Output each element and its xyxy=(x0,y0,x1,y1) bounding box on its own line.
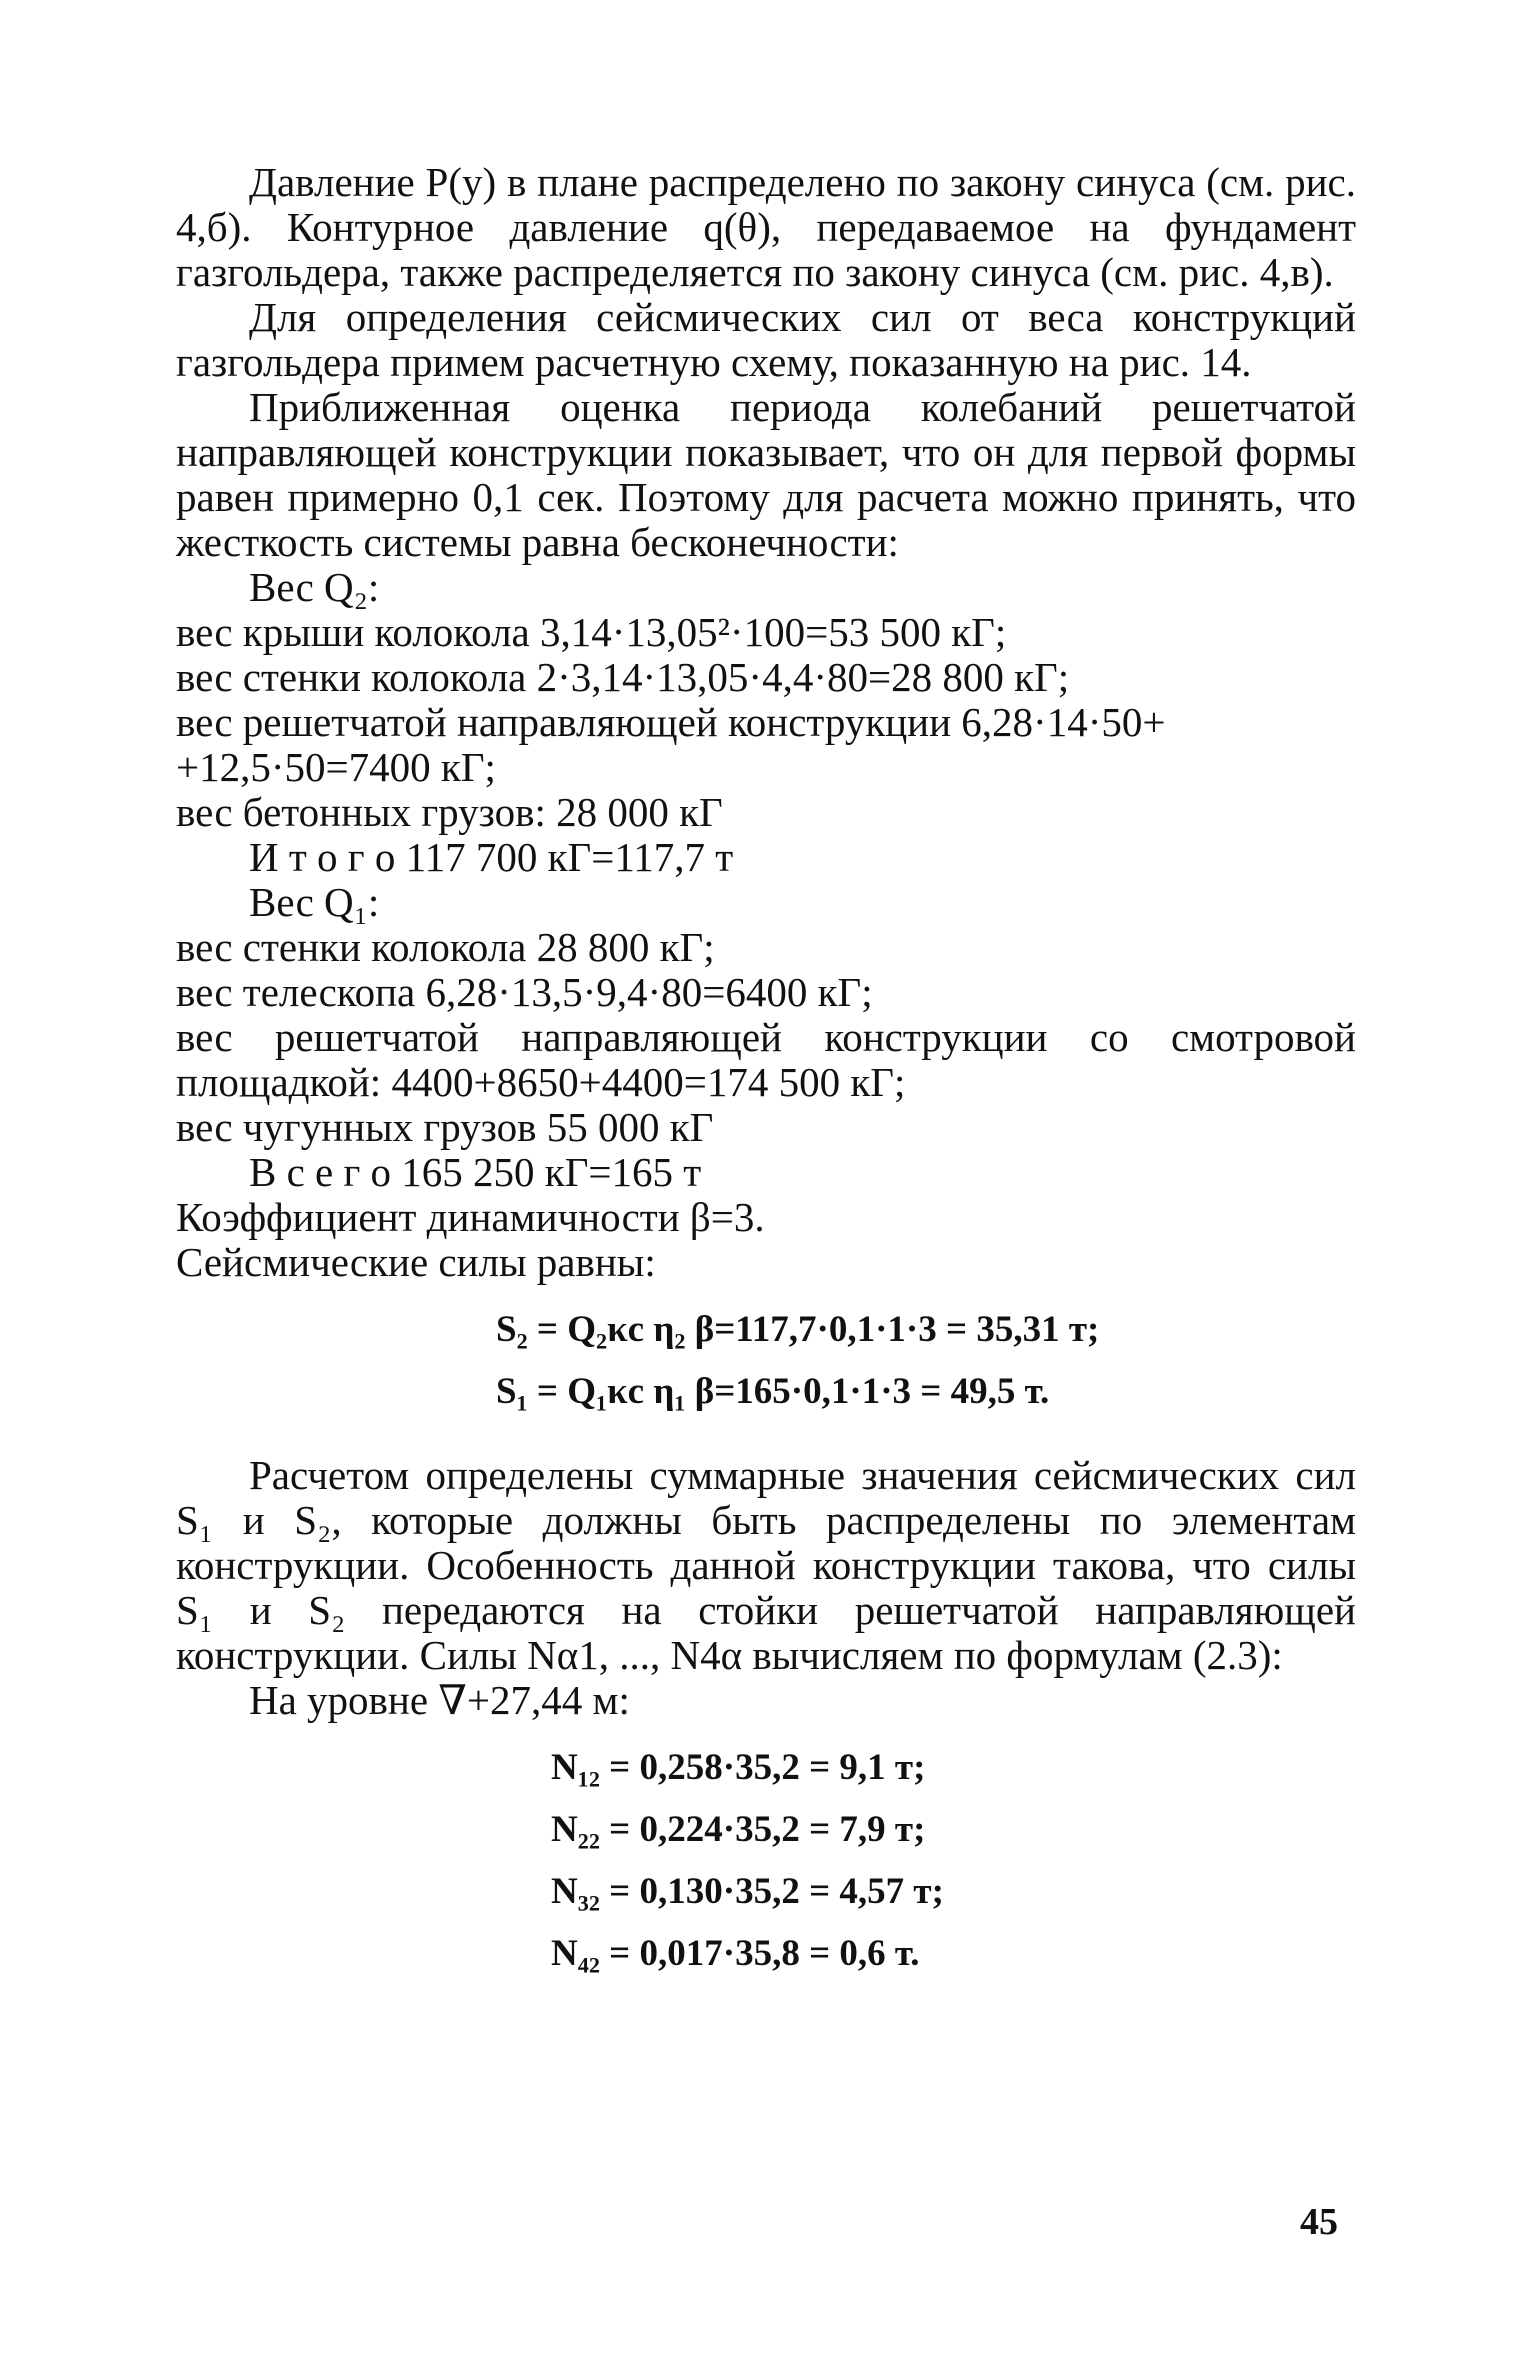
force-equations xyxy=(176,1737,1356,1985)
weight-q2-line: вес бетонных грузов: 28 000 кГ xyxy=(176,789,723,835)
weight-q1-line: вес стенки колокола 28 800 кГ; xyxy=(176,924,715,970)
seismic-equations xyxy=(176,1299,1356,1423)
equation-n12: N₁₂ = 0,258·35,2 = 9,1 т; xyxy=(551,1747,926,1788)
weight-q2-total: И т о г о 117 700 кГ=117,7 т xyxy=(249,834,734,880)
dynamic-coefficient: Коэффициент динамичности β=3. xyxy=(176,1194,765,1240)
weight-q2-line: вес стенки колокола 2·3,14·13,05·4,4·80=28 800 кГ; xyxy=(176,654,1070,700)
weight-q2-line: +12,5·50=7400 кГ; xyxy=(176,744,496,790)
page-number: 45 xyxy=(1300,2201,1338,2243)
equation-s2: S₂ = Q₂κc η₂ β=117,7·0,1·1·3 = 35,31 т; xyxy=(496,1309,1100,1350)
paragraph-distribution: Расчетом определены суммарные значения сейсмических сил S₁ и S₂, которые должны быть распределены по элементам конструкции. Особенность данной конструкции такова, что силы S₁ и S₂ передаются на стойки решетчатой направляющей конструкции. Силы Nα1, ..., N4α вычисляем по формулам (2.3): xyxy=(176,1452,1356,1678)
seismic-forces-label: Сейсмические силы равны: xyxy=(176,1239,656,1285)
equation-n32: N₃₂ = 0,130·35,2 = 4,57 т; xyxy=(551,1871,944,1912)
weight-q2-line: вес крыши колокола 3,14·13,05²·100=53 500 кГ; xyxy=(176,609,1007,655)
weight-q1-line: вес телескопа 6,28·13,5·9,4·80=6400 кГ; xyxy=(176,969,873,1015)
main-text xyxy=(176,160,1356,1985)
equation-n42: N₄₂ = 0,017·35,8 = 0,6 т. xyxy=(551,1933,920,1974)
weight-q2-heading: Вес Q₂: xyxy=(249,564,380,610)
paragraph-seismic-scheme: Для определения сейсмических сил от веса конструкций газгольдера примем расчетную схему, показанную на рис. 14. xyxy=(176,294,1356,385)
equation-n22: N₂₂ = 0,224·35,2 = 7,9 т; xyxy=(551,1809,926,1850)
level-label: На уровне ∇+27,44 м: xyxy=(249,1677,630,1723)
weight-q1-total: В с е г о 165 250 кГ=165 т xyxy=(249,1149,702,1195)
weight-q1-heading: Вес Q₁: xyxy=(249,879,380,925)
paragraph-pressure: Давление P(y) в плане распределено по закону синуса (см. рис. 4,б). Контурное давление q(θ), передаваемое на фундамент газгольдера, также распределяется по закону синуса (см. рис. 4,в). xyxy=(176,159,1356,295)
weight-q1-line: вес чугунных грузов 55 000 кГ xyxy=(176,1104,714,1150)
weight-q2-line: вес решетчатой направляющей конструкции 6,28·14·50+ xyxy=(176,699,1166,745)
paragraph-period: Приближенная оценка периода колебаний решетчатой направляющей конструкции показывает, что он для первой формы равен примерно 0,1 сек. Поэтому для расчета можно принять, что жесткость системы равна бесконечности: xyxy=(176,384,1356,565)
equation-s1: S₁ = Q₁κc η₁ β=165·0,1·1·3 = 49,5 т. xyxy=(496,1371,1050,1412)
weight-q1-line: вес решетчатой направляющей конструкции со смотровой площадкой: 4400+8650+4400=174 500 кГ; xyxy=(176,1014,1356,1105)
